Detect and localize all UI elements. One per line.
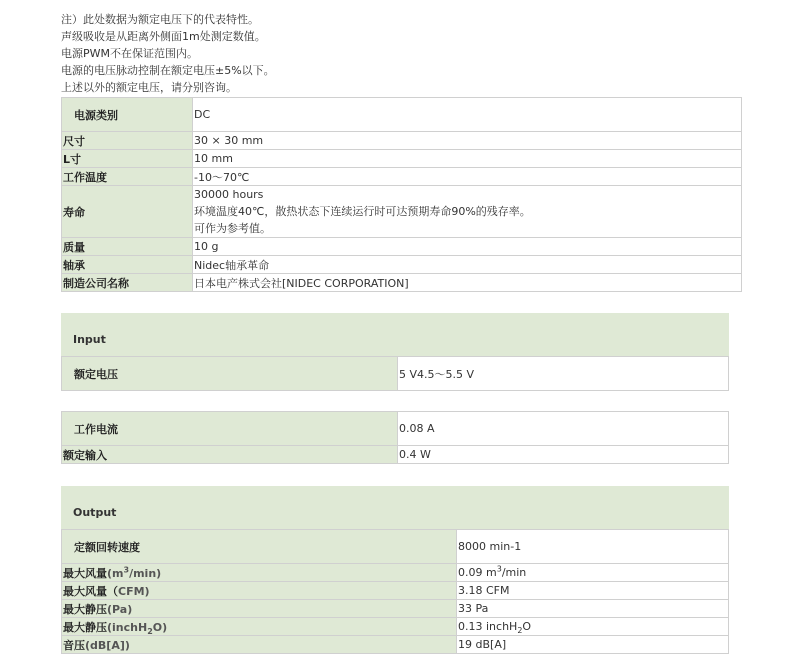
input-voltage-table xyxy=(61,356,729,391)
table-row xyxy=(62,412,729,446)
table-row xyxy=(62,636,729,654)
table-row xyxy=(62,446,729,464)
rated-voltage-value: 5 V4.5～5.5 V xyxy=(398,357,729,391)
table-row xyxy=(62,357,729,391)
airflow-cfm-label: 最大风量（CFM) xyxy=(62,582,457,600)
power-type-label: 电源类别 xyxy=(62,98,193,132)
table-row xyxy=(62,168,742,186)
maker-value: 日本电产株式会社[NIDEC CORPORATION] xyxy=(193,274,742,292)
table-row xyxy=(62,618,729,636)
speed-label: 定额回转速度 xyxy=(62,530,457,564)
note-line: 电源PWM不在保证范围内。 xyxy=(61,47,198,60)
size-value: 30 × 30 mm xyxy=(193,132,742,150)
noise-value: 19 dB[A] xyxy=(457,636,729,654)
life-label: 寿命 xyxy=(62,186,193,238)
table-row xyxy=(62,274,742,292)
table-row xyxy=(62,186,742,238)
temp-label: 工作温度 xyxy=(62,168,193,186)
static-inch-label: 最大静压(inchH$_2$O) xyxy=(62,618,457,636)
life-value xyxy=(193,186,742,238)
life-line: 30000 hours xyxy=(194,188,264,201)
mass-label: 质量 xyxy=(62,238,193,256)
note-line: 注）此处数据为额定电压下的代表特性。 xyxy=(61,13,259,26)
current-label: 工作电流 xyxy=(62,412,398,446)
noise-label: 音压(dB[A]) xyxy=(62,636,457,654)
output-section-header xyxy=(61,486,729,529)
bearing-value: Nidec轴承革命 xyxy=(193,256,742,274)
airflow-m3-value: 0.09 $m^3/\min$ xyxy=(457,564,729,582)
mass-value: 10 g xyxy=(193,238,742,256)
table-row xyxy=(62,98,742,132)
table-row xyxy=(62,256,742,274)
maker-label: 制造公司名称 xyxy=(62,274,193,292)
static-inch-value: 0.13 inchH$_2$O xyxy=(457,618,729,636)
table-row xyxy=(62,600,729,618)
table-row xyxy=(62,132,742,150)
life-line: 可作为参考值。 xyxy=(194,222,271,235)
table-row xyxy=(62,564,729,582)
notes-block xyxy=(61,11,275,96)
speed-value: 8000 min-1 xyxy=(457,530,729,564)
current-value: 0.08 A xyxy=(398,412,729,446)
size-label: 尺寸 xyxy=(62,132,193,150)
input-current-table xyxy=(61,411,729,464)
output-table xyxy=(61,529,729,654)
static-pa-label: 最大静压(Pa) xyxy=(62,600,457,618)
table-row xyxy=(62,238,742,256)
note-line: 声级吸收是从距离外侧面1m处测定数值。 xyxy=(61,30,266,43)
note-line: 上述以外的额定电压，请分别咨询。 xyxy=(61,81,237,94)
table-row xyxy=(62,150,742,168)
l-label: L寸 xyxy=(62,150,193,168)
rated-voltage-label: 额定电压 xyxy=(62,357,398,391)
table-row xyxy=(62,530,729,564)
input-section-title: Input xyxy=(73,333,106,346)
note-line: 电源的电压脉动控制在额定电压±5%以下。 xyxy=(61,64,275,77)
table-row xyxy=(62,582,729,600)
airflow-m3-label: 最大风量$(m^3/\min)$ xyxy=(62,564,457,582)
input-section-header xyxy=(61,313,729,356)
life-line: 环境温度40℃，散热状态下连续运行时可达预期寿命90%的残存率。 xyxy=(194,205,531,218)
spec-table xyxy=(61,97,742,292)
rated-input-label: 额定输入 xyxy=(62,446,398,464)
l-value: 10 mm xyxy=(193,150,742,168)
power-type-value: DC xyxy=(193,98,742,132)
airflow-cfm-value: 3.18 CFM xyxy=(457,582,729,600)
rated-input-value: 0.4 W xyxy=(398,446,729,464)
static-pa-value: 33 Pa xyxy=(457,600,729,618)
bearing-label: 轴承 xyxy=(62,256,193,274)
output-section-title: Output xyxy=(73,506,117,519)
temp-value: -10～70℃ xyxy=(193,168,742,186)
